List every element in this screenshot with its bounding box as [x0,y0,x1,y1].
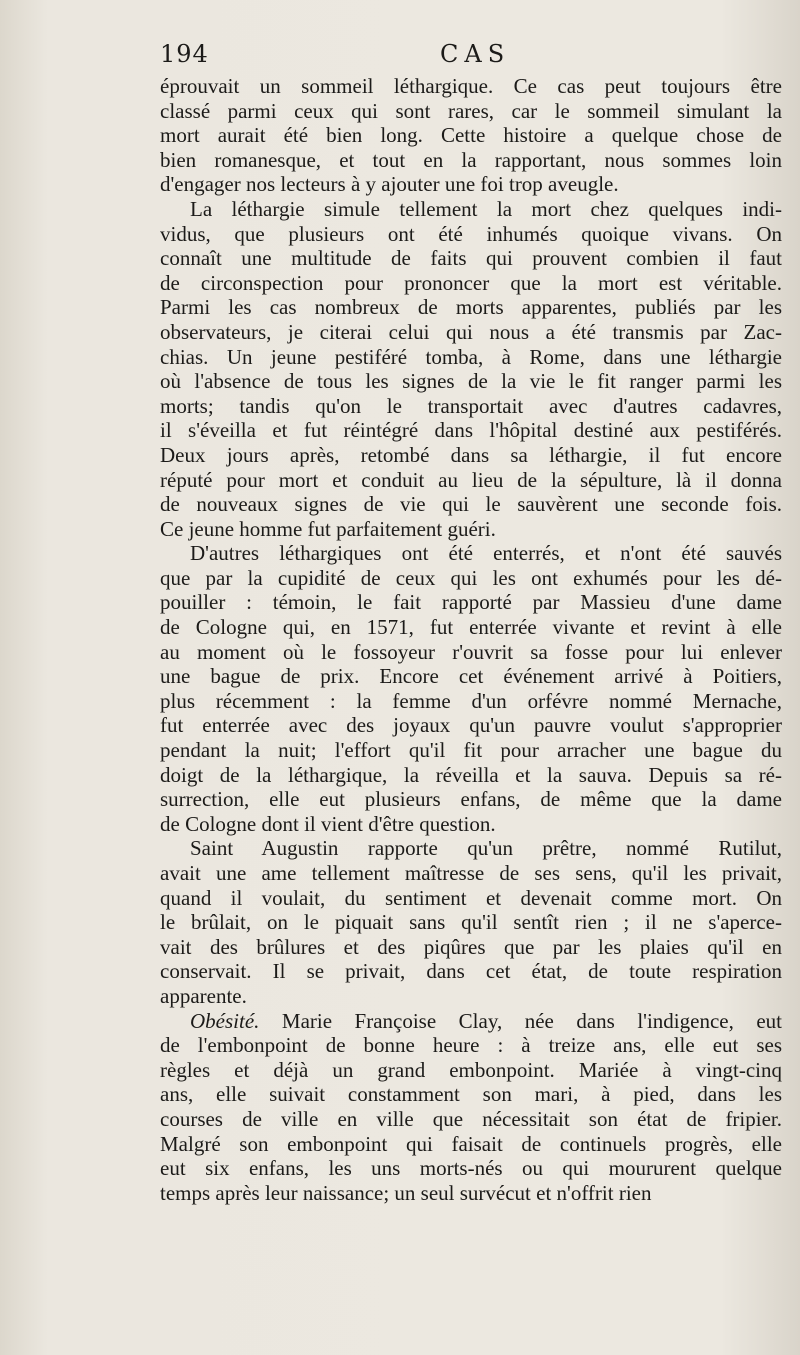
text-line: La léthargie simule tellement la mort chez quelques indi- [190,196,782,221]
text-line: Saint Augustin rapporte qu'un prêtre, nommé Rutilut, [190,836,782,861]
text-line: éprouvait un sommeil léthargique. Ce cas peut toujours être [160,74,782,98]
text-line: morts; tandis qu'on le transportait avec d'autres cadavres, [160,393,782,418]
text-line: il s'éveilla et fut réintégré dans l'hôpital destiné aux pestiférés. [160,418,782,443]
text-line: réputé pour mort et conduit au lieu de la sépulture, là il donna [160,467,782,492]
text-line: chias. Un jeune pestiféré tomba, à Rome, dans une léthargie [160,344,782,369]
text-line: observateurs, je citerai celui qui nous a été transmis par Zac- [160,319,782,344]
text-line: que par la cupidité de ceux qui les ont exhumés pour les dé- [160,565,782,590]
body-text [160,74,782,1205]
text-line: classé parmi ceux qui sont rares, car le sommeil simulant la [160,98,782,123]
text-line: où l'absence de tous les signes de la vie le fit ranger parmi les [160,369,782,394]
text-line: surrection, elle eut plusieurs enfans, de même que la dame [160,787,782,812]
section-lead: Obésité. [190,1008,260,1033]
text-line: règles et déjà un grand embonpoint. Mariée à vingt-cinq [160,1057,782,1082]
text-line: de circonspection pour prononcer que la mort est véritable. [160,270,782,295]
text-line: Parmi les cas nombreux de morts apparentes, publiés par les [160,295,782,320]
text-line: Malgré son embonpoint qui faisait de continuels progrès, elle [160,1131,782,1156]
text-line: pouiller : témoin, le fait rapporté par Massieu d'une dame [160,590,782,615]
text-line: quand il voulait, du sentiment et devenait comme mort. On [160,885,782,910]
text-line: Ce jeune homme fut parfaitement guéri. [160,516,496,541]
text-line: eut six enfans, les uns morts-nés ou qui moururent quelque [160,1156,782,1181]
text-line: de l'embonpoint de bonne heure : à treize ans, elle eut ses [160,1033,782,1058]
text-line: vidus, que plusieurs ont été inhumés quoique vivans. On [160,221,782,246]
text-line: courses de ville en ville que nécessitait son état de fripier. [160,1106,782,1131]
text-line: D'autres léthargiques ont été enterrés, et n'ont été sauvés [190,541,782,566]
text-line: d'engager nos lecteurs à y ajouter une foi trop aveugle. [160,172,619,197]
page-header [160,40,780,74]
text-line: Obésité. Marie Françoise Clay, née dans l'indigence, eut [190,1008,782,1033]
text-line: de Cologne qui, en 1571, fut enterrée vivante et revint à elle [160,615,782,640]
text-line: conservait. Il se privait, dans cet état, de toute respiration [160,959,782,984]
text-line: Deux jours après, retombé dans sa léthargie, il fut encore [160,442,782,467]
text-line: temps après leur naissance; un seul survécut et n'offrit rien [160,1180,652,1205]
text-line: plus récemment : la femme d'un orfévre nommé Mernache, [160,688,782,713]
text-line: mort aurait été bien long. Cette histoire a quelque chose de [160,123,782,148]
text-line: de nouveaux signes de vie qui le sauvèrent une seconde fois. [160,492,782,517]
text-line: connaît une multitude de faits qui prouvent combien il faut [160,246,782,271]
page-number: 194 [160,40,209,68]
running-head: CAS [440,40,511,68]
text-line: apparente. [160,983,247,1008]
text-line: avait une ame tellement maîtresse de ses sens, qu'il les privait, [160,861,782,885]
text-line: bien romanesque, et tout en la rapportant, nous sommes loin [160,147,782,172]
text-line: doigt de la léthargique, la réveilla et la sauva. Depuis sa ré- [160,762,782,787]
text-line: fut enterrée avec des joyaux qu'un pauvre voulut s'approprier [160,713,782,738]
text-line: une bague de prix. Encore cet événement arrivé à Poitiers, [160,664,782,689]
text-line: pendant la nuit; l'effort qu'il fit pour arracher une bague du [160,738,782,763]
text-line: ans, elle suivait constamment son mari, à pied, dans les [160,1082,782,1107]
text-line: vait des brûlures et des piqûres que par les plaies qu'il en [160,934,782,959]
text-line: au moment où le fossoyeur r'ouvrit sa fosse pour lui enlever [160,639,782,664]
text-line: le brûlait, on le piquait sans qu'il sentît rien ; il ne s'aperce- [160,910,782,935]
text-line: de Cologne dont il vient d'être question. [160,811,496,836]
